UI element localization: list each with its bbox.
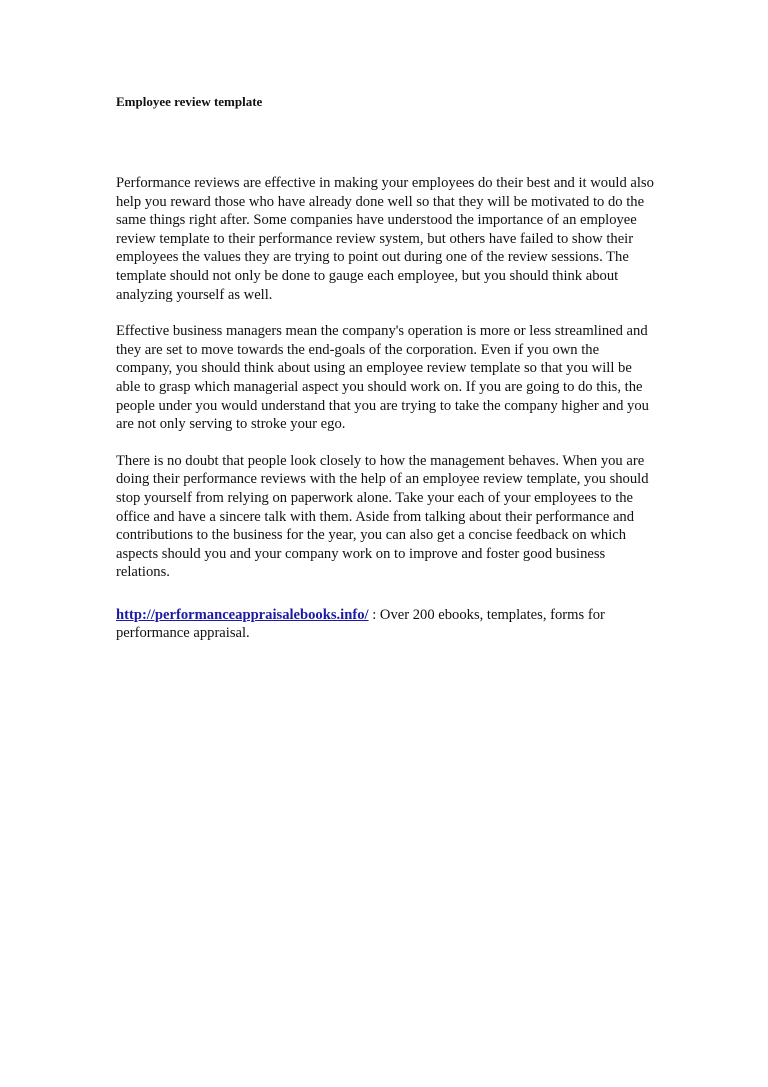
document-title: Employee review template — [116, 94, 263, 109]
document-body — [116, 94, 656, 643]
resource-description: : Over 200 ebooks, templates, forms for performance appraisal. — [116, 606, 605, 642]
resource-line — [116, 606, 656, 643]
paragraph-managers: Effective business managers mean the company's operation is more or less streamlined and they are set to move towards the end-goals of the corporation. Even if you own the company, you should think about using an employee review template so that you will be able to grasp which managerial aspect you should work on. If you are going to do this, the people under you would understand that you are trying to take the company higher and you are not only serving to stroke your ego. — [116, 323, 649, 433]
resource-link[interactable]: http://performanceappraisalebooks.info/ — [116, 606, 369, 623]
paragraph-management-behaviour: There is no doubt that people look closely to how the management behaves. When you are doing their performance reviews with the help of an employee review template, you should stop yourself from relying on paperwork alone. Take your each of your employees to the office and have a sincere talk with them. Aside from talking about their performance and contributions to the business for the year, you can also get a concise feedback on which aspects should you and your company work on to improve and foster good business relations. — [116, 452, 649, 581]
paragraph-intro: Performance reviews are effective in making your employees do their best and it would also help you reward those who have already done well so that they will be motivated to do the same things right after. Some companies have understood the importance of an employee review template to their performance review system, but others have failed to show their employees the values they are trying to point out during one of the review sessions. The template should not only be done to gauge each employee, but you should think about analyzing yourself as well. — [116, 175, 654, 303]
